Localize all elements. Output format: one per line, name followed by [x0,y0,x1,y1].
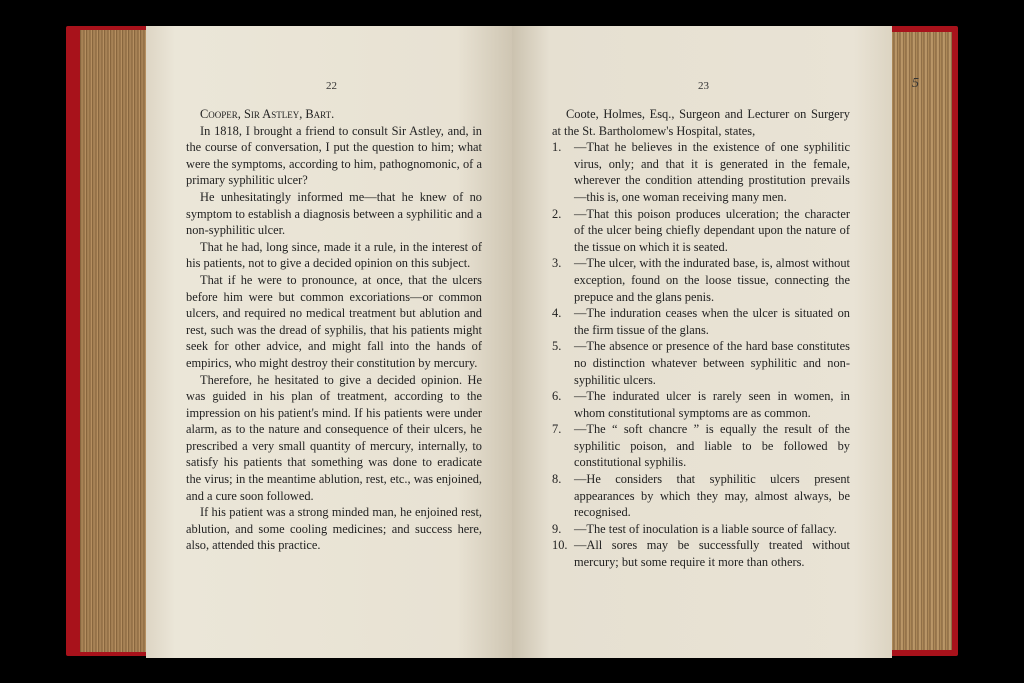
section-intro: Coote, Holmes, Esq., Surgeon and Lecturer on Surgery at the St. Bartholomew's Hospital, states, [552,107,850,138]
section-heading: Cooper, Sir Astley, Bart. [200,107,335,121]
right-page [512,26,892,658]
item-text: —All sores may be successfully treated without mercury; but some require it more than others. [574,538,850,570]
page-edges-right [886,32,952,650]
list-item [552,305,850,338]
left-page [146,26,512,658]
list-item [552,521,850,538]
list-item [552,139,850,205]
list-item [552,338,850,388]
item-text: —The ulcer, with the indurated base, is, almost without exception, found on the loose tissue, connecting the prepuce and the glans penis. [574,256,850,304]
list-item [552,388,850,421]
item-number: 6. [552,389,562,404]
list-item [552,421,850,471]
right-page-text [552,106,850,571]
item-text: —The induration ceases when the ulcer is situated on the firm tissue of the glans. [574,306,850,337]
page-edges-left [80,30,150,652]
list-item [552,471,850,521]
paragraph: That if he were to pronounce, at once, that the ulcers before him were but common excoriations—or common ulcers, and required no medical treatment but ablution and rest, such was the dread of syphilis, that his patients might seek for other advice, and might fall into the hands of empirics, who might destroy their constitution by mercury. [186,272,482,370]
page-number: 23 [698,80,709,92]
list-item [552,255,850,305]
item-text: —The indurated ulcer is rarely seen in women, in whom constitutional symptoms are as common. [574,389,850,420]
item-text: —That this poison produces ulceration; the character of the ulcer being chiefly dependant upon the nature of the tissue on which it is seated. [574,206,850,254]
item-number: 2. [552,206,562,221]
list-item [552,537,850,570]
paragraph: In 1818, I brought a friend to consult Sir Astley, and, in the course of conversation, I put the question to him; what were the symptoms, according to him, pathognomonic, of a primary syphilitic ulcer? [186,123,482,188]
item-text: —He considers that syphilitic ulcers present appearances by which they may, almost always, be recognised. [574,472,850,520]
item-text: —That he believes in the existence of one syphilitic virus, only; and that it is generated in the female, wherever the condition attending prostitution prevails—this is, one woman receiving many men. [574,140,850,204]
left-page-text [186,106,482,554]
item-number: 3. [552,256,562,271]
item-text: —The “ soft chancre ” is equally the result of the syphilitic poison, and liable to be followed by constitutional syphilis. [574,422,850,470]
page-number: 22 [326,80,337,92]
paragraph: If his patient was a strong minded man, he enjoined rest, ablution, and some cooling medicines; and success here, also, attended this practice. [186,505,482,553]
paragraph: He unhesitatingly informed me—that he knew of no symptom to establish a diagnosis between a syphilitic and a non-syphilitic ulcer. [186,189,482,238]
item-number: 4. [552,306,562,321]
item-text: —The test of inoculation is a liable source of fallacy. [574,521,837,536]
list-item [552,206,850,256]
paragraph: Therefore, he hesitated to give a decided opinion. He was guided in his plan of treatment, according to the impression on his patient's mind. If his patients were under alarm, as to the nature and consequence of their ulcers, he prescribed a very small quantity of mercury, internally, to satisfy his patients that something was done to eradicate the virus; in the meantime ablution, rest, etc., was enjoined, and a cure soon followed. [186,372,482,503]
pencil-mark: 5 [912,76,919,91]
paragraph: That he had, long since, made it a rule, in the interest of his patients, not to give a decided opinion on this subject. [186,239,482,271]
item-number: 7. [552,422,562,437]
item-number: 8. [552,472,562,487]
item-text: —The absence or presence of the hard base constitutes no distinction whatever between syphilitic and non-syphilitic ulcers. [574,339,850,387]
item-number: 9. [552,521,562,536]
item-number: 5. [552,339,562,354]
item-number: 10. [552,538,568,553]
item-number: 1. [552,140,562,155]
